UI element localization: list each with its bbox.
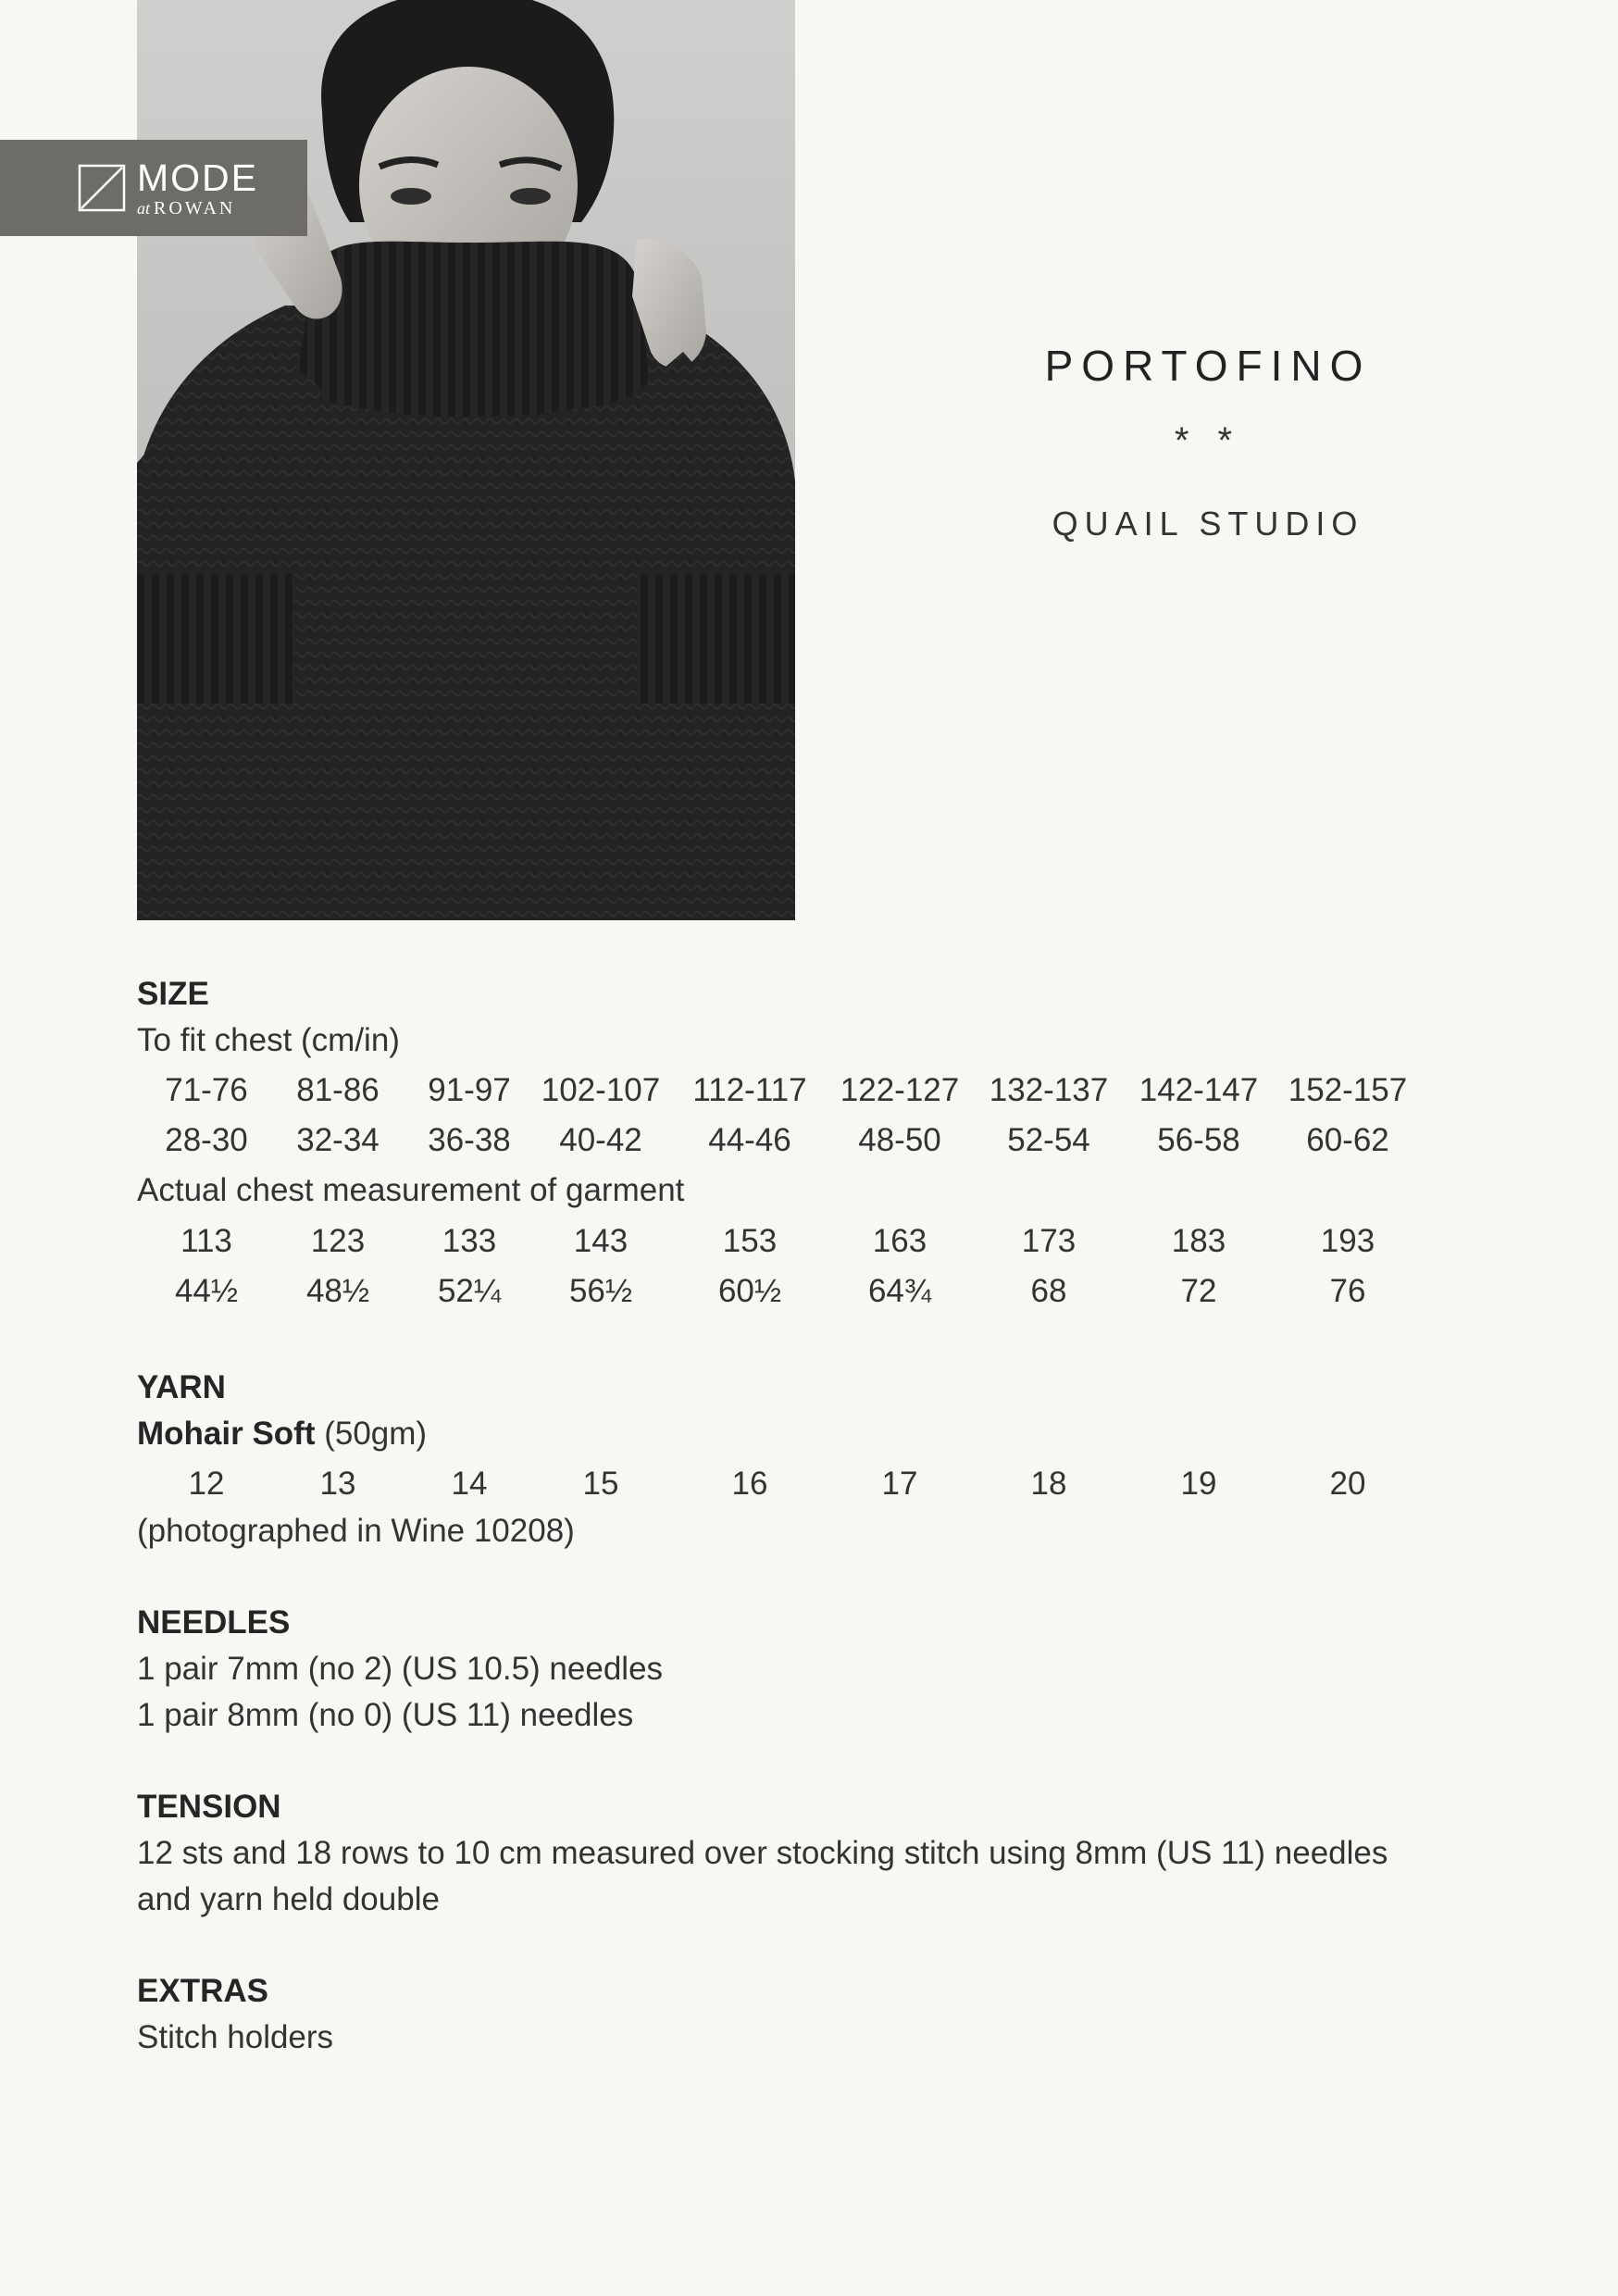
- actual-chest-label: Actual chest measurement of garment: [137, 1172, 685, 1208]
- extras-item: Stitch holders: [137, 2019, 334, 2055]
- size-cell: 113: [180, 1223, 232, 1259]
- logo-mark-icon: [78, 164, 126, 212]
- size-cell: 72: [1180, 1273, 1217, 1309]
- logo-brand-text: MODE: [137, 156, 258, 199]
- yarn-ball-count: 16: [731, 1466, 768, 1502]
- tension-heading: TENSION: [137, 1789, 281, 1825]
- needles-heading: NEEDLES: [137, 1604, 291, 1641]
- size-cell: 71-76: [165, 1072, 248, 1108]
- size-cell: 173: [1021, 1223, 1077, 1259]
- size-cell: 64¾: [867, 1273, 932, 1309]
- size-cell: 44½: [174, 1273, 239, 1309]
- extras-heading: EXTRAS: [137, 1973, 268, 2009]
- designer-name: QUAIL STUDIO: [1052, 505, 1364, 543]
- yarn-ball-count: 18: [1030, 1466, 1067, 1502]
- fit-chest-label: To fit chest (cm/in): [137, 1022, 400, 1058]
- yarn-balls-row: [0, 1466, 1618, 1506]
- size-cell: 56½: [568, 1273, 633, 1309]
- size-cell: 60-62: [1306, 1122, 1389, 1158]
- fit-chest-in-row: [0, 1122, 1618, 1163]
- yarn-ball-count: 13: [319, 1466, 356, 1502]
- actual-chest-in-row: [0, 1273, 1618, 1314]
- yarn-weight: (50gm): [315, 1416, 428, 1452]
- size-cell: 91-97: [428, 1072, 511, 1108]
- size-cell: 142-147: [1139, 1072, 1259, 1108]
- difficulty-rating: * *: [1174, 420, 1242, 461]
- needle-item: 1 pair 7mm (no 2) (US 10.5) needles: [137, 1651, 664, 1687]
- yarn-ball-count: 15: [582, 1466, 619, 1502]
- size-cell: 152-157: [1288, 1072, 1408, 1108]
- logo-sub-text: at ROWAN: [137, 197, 236, 218]
- size-heading: SIZE: [137, 976, 209, 1012]
- fit-chest-cm-row: [0, 1072, 1618, 1113]
- size-cell: 32-34: [296, 1122, 380, 1158]
- actual-chest-cm-row: [0, 1223, 1618, 1264]
- size-cell: 143: [573, 1223, 629, 1259]
- size-cell: 56-58: [1157, 1122, 1240, 1158]
- yarn-ball-count: 14: [451, 1466, 488, 1502]
- size-cell: 183: [1171, 1223, 1226, 1259]
- yarn-ball-count: 17: [881, 1466, 918, 1502]
- yarn-ball-count: 19: [1180, 1466, 1217, 1502]
- size-cell: 193: [1320, 1223, 1375, 1259]
- size-cell: 112-117: [692, 1072, 807, 1108]
- size-cell: 81-86: [296, 1072, 380, 1108]
- size-cell: 132-137: [989, 1072, 1109, 1108]
- size-cell: 153: [722, 1223, 778, 1259]
- size-cell: 44-46: [708, 1122, 791, 1158]
- size-cell: 60½: [717, 1273, 782, 1309]
- size-cell: 40-42: [559, 1122, 642, 1158]
- yarn-name: Mohair Soft: [137, 1416, 316, 1452]
- yarn-photo-note: (photographed in Wine 10208): [137, 1513, 575, 1549]
- size-cell: 133: [442, 1223, 497, 1259]
- size-cell: 102-107: [541, 1072, 661, 1108]
- size-cell: 52¼: [437, 1273, 502, 1309]
- tension-line: and yarn held double: [137, 1881, 440, 1917]
- tension-line: 12 sts and 18 rows to 10 cm measured over stocking stitch using 8mm (US 11) needles: [137, 1835, 1388, 1871]
- size-cell: 36-38: [428, 1122, 511, 1158]
- pattern-title: PORTOFINO: [1044, 342, 1372, 390]
- yarn-name-line: [137, 1416, 427, 1453]
- model-photo: [137, 0, 795, 920]
- needle-item: 1 pair 8mm (no 0) (US 11) needles: [137, 1697, 634, 1733]
- size-cell: 68: [1030, 1273, 1067, 1309]
- brand-logo: [0, 140, 307, 236]
- yarn-ball-count: 20: [1329, 1466, 1366, 1502]
- size-cell: 52-54: [1007, 1122, 1090, 1158]
- yarn-heading: YARN: [137, 1369, 226, 1405]
- size-cell: 122-127: [840, 1072, 960, 1108]
- size-cell: 28-30: [165, 1122, 248, 1158]
- size-cell: 163: [872, 1223, 927, 1259]
- size-cell: 123: [310, 1223, 366, 1259]
- size-cell: 76: [1329, 1273, 1366, 1309]
- size-cell: 48½: [305, 1273, 370, 1309]
- yarn-ball-count: 12: [188, 1466, 225, 1502]
- size-cell: 48-50: [858, 1122, 941, 1158]
